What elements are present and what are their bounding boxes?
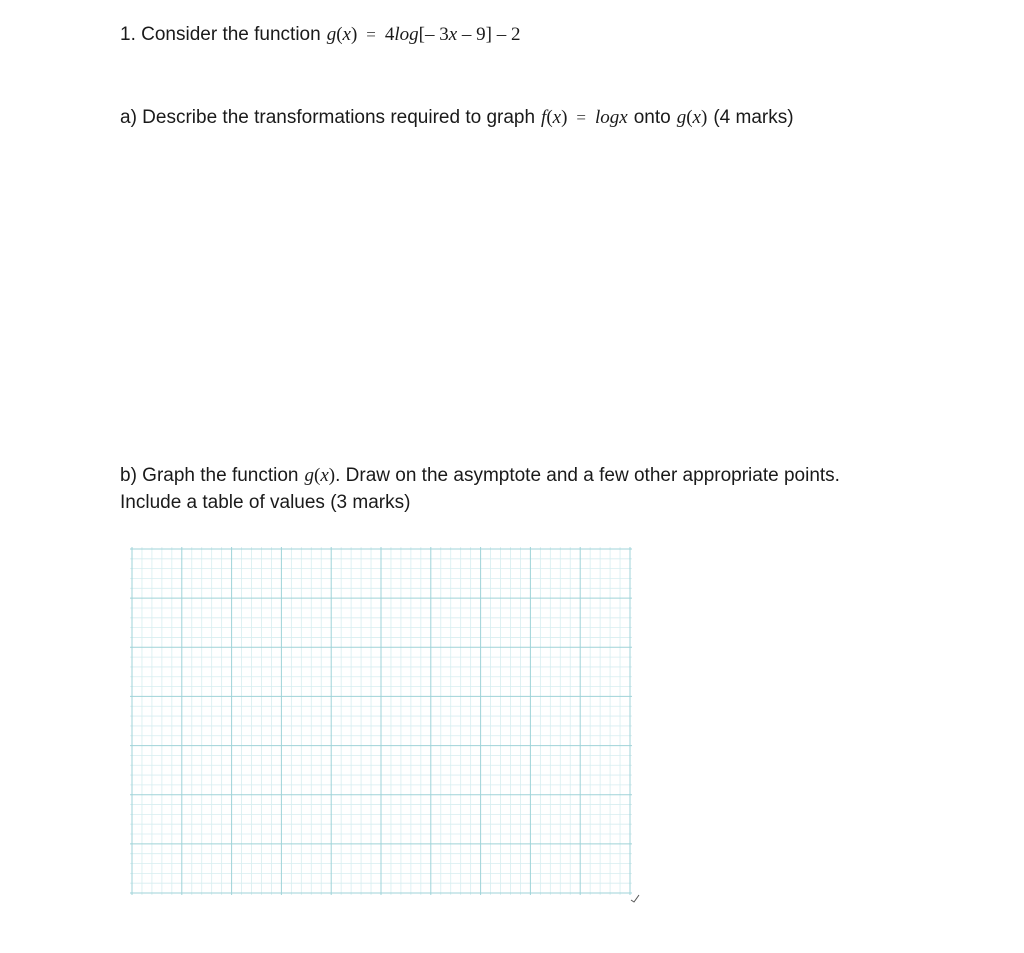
part-a-marks: (4 marks) [713,107,794,128]
part-a-f-formula: f(x) = logx [541,107,628,128]
check-mark-icon [630,893,640,903]
question-1-prefix: 1. Consider the function [120,24,321,45]
part-a-prefix: a) Describe the transformations required to graph [120,107,536,128]
part-b-question-line-2: Include a table of values (3 marks) [120,492,411,513]
question-1-formula: g(x) = 4log[– 3x – 9] – 2 [326,24,521,45]
part-b-g-formula: g(x) [304,465,336,486]
part-a-onto: onto [633,107,671,128]
part-b-prefix: b) Graph the function [120,465,299,486]
part-a-question [120,105,794,131]
part-a-g-formula: g(x) [676,107,708,128]
part-b-rest: . Draw on the asymptote and a few other appropriate points. [335,465,840,486]
graph-paper-grid[interactable] [128,545,634,897]
part-b-question [120,463,840,489]
question-1 [120,22,521,48]
graph-paper[interactable] [128,545,634,897]
